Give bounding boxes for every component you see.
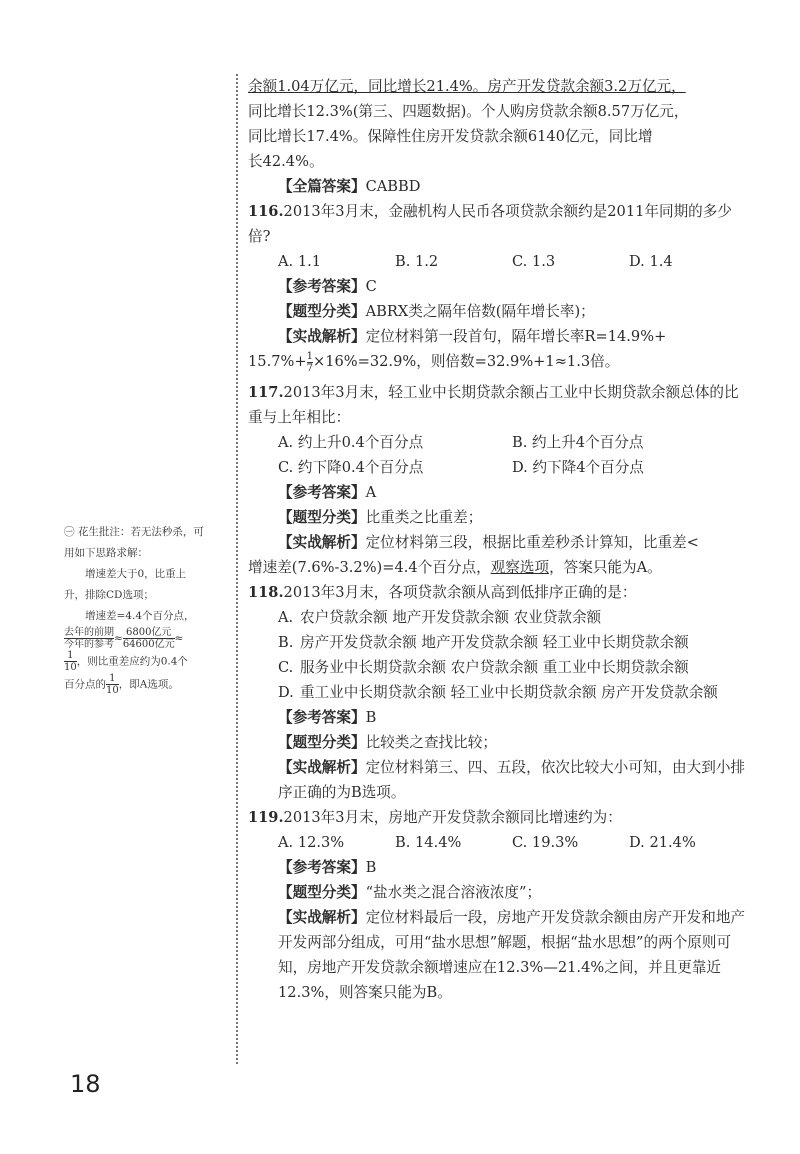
question-119-options xyxy=(248,830,746,855)
question-117: 117.2013年3月末，轻工业中长期贷款余额占工业中长期贷款余额总体的比重与上年相比： xyxy=(248,384,739,426)
q116-type: 【题型分类】ABRX类之隔年倍数(隔年增长率)； xyxy=(278,303,595,320)
q116-analysis: 【实战解析】定位材料第一段首句，隔年增长率R=14.9%+ xyxy=(278,328,667,345)
fraction: $\frac{1}{7}$ xyxy=(306,350,313,374)
full-answer: 【全篇答案】CABBD xyxy=(278,178,421,195)
q119-type: 【题型分类】“盐水类之混合溶液浓度”； xyxy=(278,884,542,901)
intro-line-1: 余额1.04万亿元，同比增长21.4%。房产开发贷款余额3.2万亿元， xyxy=(248,78,686,95)
side-note-line: 增速差=4.4个百分点， xyxy=(85,610,195,622)
side-note-formula: $\frac{1}{10}$ ，则比重差应约为0.4个 xyxy=(64,650,188,673)
side-note-line: 升，排除CD选项； xyxy=(64,589,154,601)
side-note xyxy=(64,522,234,696)
margin-divider xyxy=(236,74,244,1064)
question-119: 119.2013年3月末，房地产开发贷款余额同比增速约为： xyxy=(248,809,622,826)
side-note-line: ㊀ 花生批注：若无法秒杀，可 xyxy=(64,526,204,538)
q116-analysis-cont: 15.7%+ $\frac{1}{7}$ ×16%=32.9%，则倍数=32.9%+1≈1.3倍。 xyxy=(248,350,620,374)
option-a: A. 12.3% xyxy=(278,834,345,851)
q117-analysis: 【实战解析】定位材料第三段，根据比重差秒杀计算知，比重差< xyxy=(278,534,699,551)
option-c: C. 1.3 xyxy=(512,253,556,270)
option-b: B. 约上升4个百分点 xyxy=(512,434,644,451)
option-b: B. 14.4% xyxy=(395,834,462,851)
side-note-formula: $\frac{\text{去年的前期}}{\text{今年的参考}}$ ≈ $\frac{\text{6800亿元}}{\text{64600亿元}}$ ≈ xyxy=(64,627,184,650)
intro-line-4: 长42.4%。 xyxy=(248,153,324,170)
fraction: $\frac{1}{10}$ xyxy=(64,650,77,673)
q117-analysis-cont: 增速差(7.6%-3.2%)=4.4个百分点，观察选项，答案只能为A。 xyxy=(248,559,662,576)
q117-answer: 【参考答案】A xyxy=(278,484,377,501)
option-d: D. 约下降4个百分点 xyxy=(512,459,644,476)
q116-answer: 【参考答案】C xyxy=(278,278,377,295)
q118-answer: 【参考答案】B xyxy=(278,709,377,726)
option-a: A. 约上升0.4个百分点 xyxy=(278,434,424,451)
q118-type: 【题型分类】比较类之查找比较； xyxy=(278,734,497,751)
option-d: D. 1.4 xyxy=(629,253,673,270)
option-b: B. 房产开发贷款余额 地产开发贷款余额 轻工业中长期贷款余额 xyxy=(278,634,689,651)
q119-answer: 【参考答案】B xyxy=(278,859,377,876)
fraction: $\frac{\text{6800亿元}}{\text{64600亿元}}$ xyxy=(122,627,175,650)
q117-type: 【题型分类】比重类之比重差； xyxy=(278,509,483,526)
q118-analysis: 【实战解析】定位材料第三、四、五段，依次比较大小可知，由大到小排序正确的为B选项。 xyxy=(278,759,746,801)
page-number: 18 xyxy=(70,1070,101,1098)
q119-analysis: 【实战解析】定位材料最后一段，房地产开发贷款余额由房产开发和地产开发两部分组成，可用“盐水思想”解题，根据“盐水思想”的两个原则可知，房地产开发贷款余额增速应在12.3%—21.4%之间，并且更靠近12.3%，则答案只能为B。 xyxy=(278,909,746,1001)
main-content xyxy=(248,74,746,1005)
intro-line-3: 同比增长17.4%。保障性住房开发贷款余额6140亿元，同比增 xyxy=(248,128,653,145)
fraction: $\frac{1}{10}$ xyxy=(106,673,119,696)
side-note-line: 用如下思路求解： xyxy=(64,547,148,559)
option-d: D. 重工业中长期贷款余额 轻工业中长期贷款余额 房产开发贷款余额 xyxy=(278,684,718,701)
option-a: A. 农户贷款余额 地产开发贷款余额 农业贷款余额 xyxy=(278,609,602,626)
option-b: B. 1.2 xyxy=(395,253,439,270)
option-d: D. 21.4% xyxy=(629,834,696,851)
question-118: 118.2013年3月末，各项贷款余额从高到低排序正确的是： xyxy=(248,584,637,601)
question-118-options xyxy=(248,605,746,705)
question-117-options xyxy=(248,430,746,480)
fraction: $\frac{\text{去年的前期}}{\text{今年的参考}}$ xyxy=(64,627,114,650)
side-note-formula: 百分点的 $\frac{1}{10}$ ，即A选项。 xyxy=(64,673,179,696)
intro-line-2: 同比增长12.3%(第三、四题数据)。个人购房贷款余额8.57万亿元， xyxy=(248,103,689,120)
question-116-options xyxy=(248,249,746,274)
option-c: C. 约下降0.4个百分点 xyxy=(278,459,424,476)
question-116: 116.2013年3月末，金融机构人民币各项贷款余额约是2011年同期的多少倍? xyxy=(248,203,732,245)
option-c: C. 服务业中长期贷款余额 农户贷款余额 重工业中长期贷款余额 xyxy=(278,659,689,676)
side-note-line: 增速差大于0，比重上 xyxy=(85,568,187,580)
option-a: A. 1.1 xyxy=(278,253,322,270)
option-c: C. 19.3% xyxy=(512,834,579,851)
